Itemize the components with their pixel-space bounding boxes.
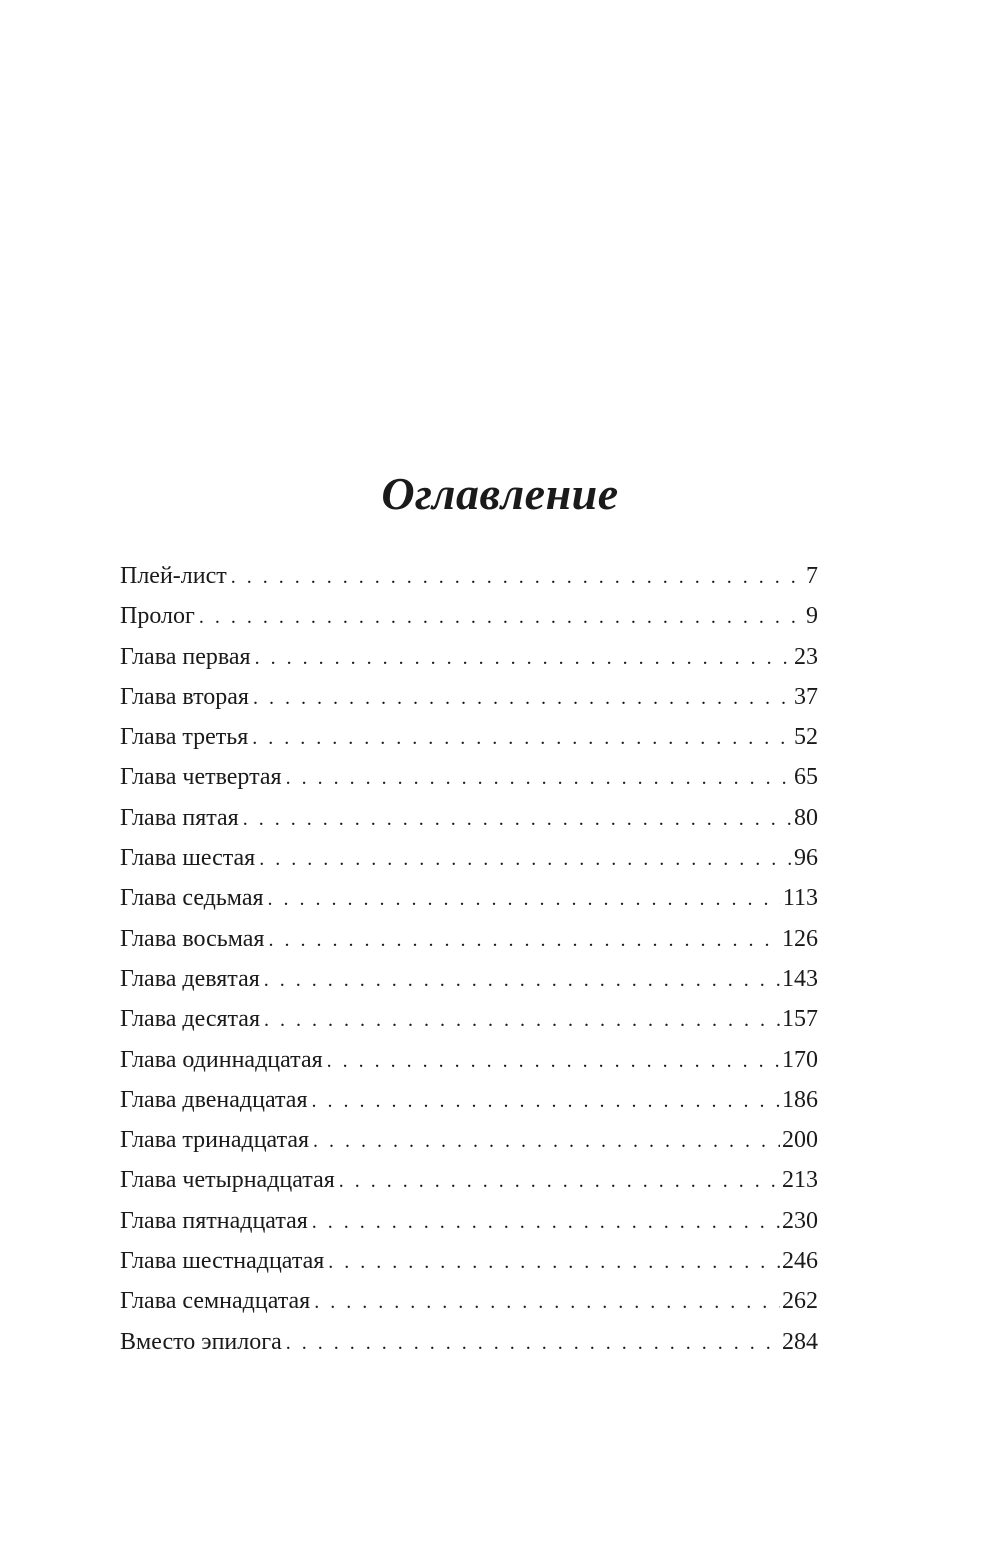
toc-entry[interactable] (120, 838, 818, 878)
toc-leader-dots (312, 1202, 780, 1241)
toc-leader-dots (313, 1121, 780, 1160)
toc-entry-label: Пролог (120, 603, 195, 630)
toc-entry[interactable] (120, 1040, 818, 1080)
toc-entry[interactable] (120, 596, 818, 636)
toc-entry[interactable] (120, 1201, 818, 1241)
toc-leader-dots (253, 678, 792, 717)
toc-leader-dots (311, 1081, 780, 1120)
toc-leader-dots (314, 1282, 780, 1321)
toc-leader-dots (255, 638, 792, 677)
toc-entry[interactable] (120, 798, 818, 838)
toc-entry-page: 170 (782, 1046, 818, 1073)
toc-entry[interactable] (120, 1160, 818, 1200)
toc-leader-dots (259, 839, 792, 878)
toc-entry[interactable] (120, 919, 818, 959)
toc-entry-page: 52 (794, 724, 818, 751)
toc-leader-dots (264, 960, 780, 999)
toc-entry-page: 9 (806, 603, 818, 630)
toc-entry-label: Глава пятая (120, 804, 239, 831)
toc-entry[interactable] (120, 1281, 818, 1321)
toc-entry-label: Глава девятая (120, 965, 260, 992)
toc-entry[interactable] (120, 1241, 818, 1281)
toc-leader-dots (286, 758, 792, 797)
toc-entry-page: 23 (794, 643, 818, 670)
toc-entry[interactable] (120, 878, 818, 918)
toc-entry-label: Глава шестая (120, 845, 256, 872)
toc-entry-label: Глава двенадцатая (120, 1086, 308, 1113)
page-title: Оглавление (381, 467, 619, 519)
toc-entry-page: 113 (782, 885, 818, 912)
toc-leader-dots (231, 557, 804, 596)
toc-entry[interactable] (120, 1080, 818, 1120)
toc-entry-page: 186 (782, 1086, 818, 1113)
toc-entry-label: Глава тринадцатая (120, 1127, 310, 1154)
toc-entry-label: Глава четырнадцатая (120, 1167, 335, 1194)
toc-entry[interactable] (120, 999, 818, 1039)
toc-entry[interactable] (120, 556, 818, 596)
toc-leader-dots (327, 1041, 780, 1080)
toc-entry-page: 143 (782, 965, 818, 992)
toc-entry-page: 157 (782, 1006, 818, 1033)
toc-entry-page: 200 (782, 1127, 818, 1154)
toc-entry-label: Глава одиннадцатая (120, 1046, 323, 1073)
toc-leader-dots (252, 718, 792, 757)
toc-entry[interactable] (120, 1322, 818, 1362)
toc-entry-label: Глава семнадцатая (120, 1288, 311, 1315)
toc-entry[interactable] (120, 757, 818, 797)
toc-entry[interactable] (120, 1120, 818, 1160)
toc-leader-dots (243, 799, 792, 838)
toc-leader-dots (268, 920, 780, 959)
toc-entry-label: Глава седьмая (120, 885, 264, 912)
toc-entry[interactable] (120, 959, 818, 999)
toc-leader-dots (328, 1242, 780, 1281)
toc-entry-page: 213 (782, 1167, 818, 1194)
toc-leader-dots (339, 1161, 780, 1200)
toc-entry-label: Глава первая (120, 643, 251, 670)
toc-entry-label: Плей-лист (120, 563, 227, 589)
toc-entry-label: Глава пятнадцатая (120, 1207, 308, 1234)
toc-entry-page: 246 (782, 1248, 818, 1275)
toc-leader-dots (199, 597, 804, 636)
toc-entry-label: Глава вторая (120, 683, 249, 710)
table-of-contents (120, 556, 818, 1362)
toc-leader-dots (286, 1323, 780, 1362)
toc-entry[interactable] (120, 637, 818, 677)
toc-entry-page: 7 (806, 563, 818, 589)
toc-entry[interactable] (120, 717, 818, 757)
toc-entry-label: Глава десятая (120, 1006, 260, 1033)
toc-entry-page: 80 (794, 804, 818, 831)
toc-entry-label: Глава третья (120, 724, 249, 751)
toc-entry-page: 96 (794, 845, 818, 872)
toc-entry-page: 230 (782, 1207, 818, 1234)
toc-entry-label: Глава шестнадцатая (120, 1248, 325, 1275)
toc-leader-dots (268, 879, 781, 918)
toc-entry-label: Глава восьмая (120, 925, 265, 952)
toc-entry[interactable] (120, 677, 818, 717)
toc-entry-page: 37 (794, 683, 818, 710)
toc-leader-dots (264, 1000, 780, 1039)
toc-entry-page: 284 (782, 1328, 818, 1355)
toc-entry-page: 65 (794, 764, 818, 791)
toc-entry-label: Вместо эпилога (120, 1328, 282, 1355)
toc-entry-label: Глава четвертая (120, 764, 282, 791)
toc-entry-page: 262 (782, 1288, 818, 1315)
toc-entry-page: 126 (782, 925, 818, 952)
